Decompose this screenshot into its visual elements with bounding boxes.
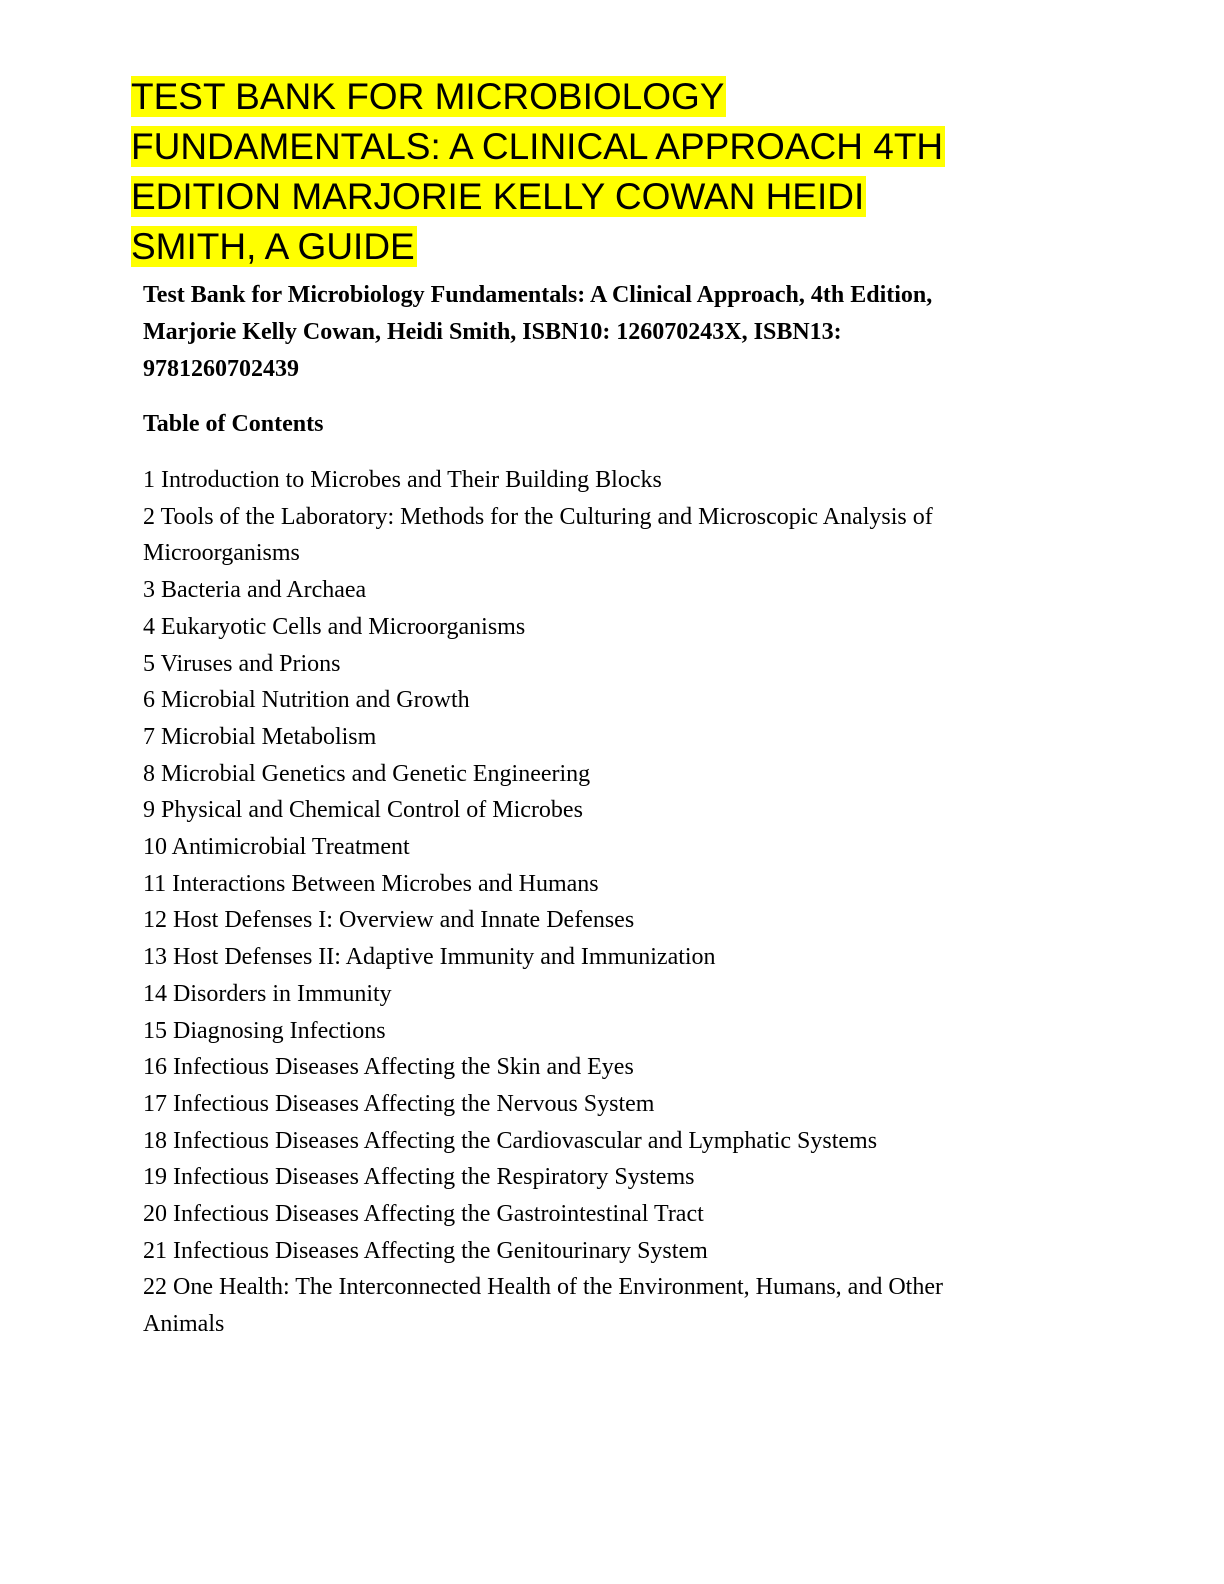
- toc-item: 5 Viruses and Prions: [143, 650, 341, 677]
- toc-item: 3 Bacteria and Archaea: [143, 577, 367, 604]
- toc-item: 10 Antimicrobial Treatment: [143, 834, 410, 861]
- toc-item: 20 Infectious Diseases Affecting the Gastrointestinal Tract: [143, 1201, 704, 1228]
- title-line-text: FUNDAMENTALS: A CLINICAL APPROACH 4TH: [131, 126, 944, 167]
- toc-item: 18 Infectious Diseases Affecting the Cardiovascular and Lymphatic Systems: [143, 1127, 878, 1154]
- title-line: [131, 122, 1031, 172]
- toc-item: 14 Disorders in Immunity: [143, 980, 392, 1007]
- title-line-text: SMITH, A GUIDE: [131, 226, 415, 267]
- toc-item: 22 One Health: The Interconnected Health of the Environment, Humans, and Other: [143, 1274, 943, 1301]
- title-line: [131, 172, 1031, 222]
- title-line-text: EDITION MARJORIE KELLY COWAN HEIDI: [131, 176, 865, 217]
- toc-item: 2 Tools of the Laboratory: Methods for the Culturing and Microscopic Analysis of: [143, 503, 933, 530]
- toc-item: Microorganisms: [143, 540, 300, 567]
- toc-item: 1 Introduction to Microbes and Their Building Blocks: [143, 467, 662, 493]
- book-details-line: Marjorie Kelly Cowan, Heidi Smith, ISBN10: 126070243X, ISBN13:: [143, 319, 842, 345]
- toc-item: 11 Interactions Between Microbes and Humans: [143, 870, 599, 897]
- toc-heading: Table of Contents: [143, 411, 324, 437]
- title-line-text: TEST BANK FOR MICROBIOLOGY: [131, 76, 725, 117]
- title-line: [131, 72, 1031, 122]
- toc-item: 13 Host Defenses II: Adaptive Immunity and Immunization: [143, 944, 716, 971]
- toc-item: 16 Infectious Diseases Affecting the Skin and Eyes: [143, 1054, 634, 1081]
- toc-item: 7 Microbial Metabolism: [143, 723, 377, 750]
- title-line: [131, 222, 1031, 272]
- document-title: [131, 72, 1031, 272]
- toc-item: 4 Eukaryotic Cells and Microorganisms: [143, 613, 526, 640]
- toc-item: 17 Infectious Diseases Affecting the Nervous System: [143, 1090, 655, 1117]
- table-of-contents: [143, 462, 1093, 1343]
- toc-item: 9 Physical and Chemical Control of Microbes: [143, 797, 583, 824]
- toc-item: 8 Microbial Genetics and Genetic Engineering: [143, 760, 591, 787]
- toc-item: Animals: [143, 1311, 225, 1338]
- toc-item: 21 Infectious Diseases Affecting the Genitourinary System: [143, 1237, 708, 1264]
- toc-item: 12 Host Defenses I: Overview and Innate Defenses: [143, 907, 635, 934]
- book-details: [143, 277, 1093, 388]
- book-details-line: 9781260702439: [143, 356, 299, 382]
- toc-item: 19 Infectious Diseases Affecting the Respiratory Systems: [143, 1164, 695, 1191]
- toc-item: 15 Diagnosing Infections: [143, 1017, 386, 1044]
- toc-item: 6 Microbial Nutrition and Growth: [143, 687, 470, 714]
- book-details-line: Test Bank for Microbiology Fundamentals: A Clinical Approach, 4th Edition,: [143, 282, 933, 308]
